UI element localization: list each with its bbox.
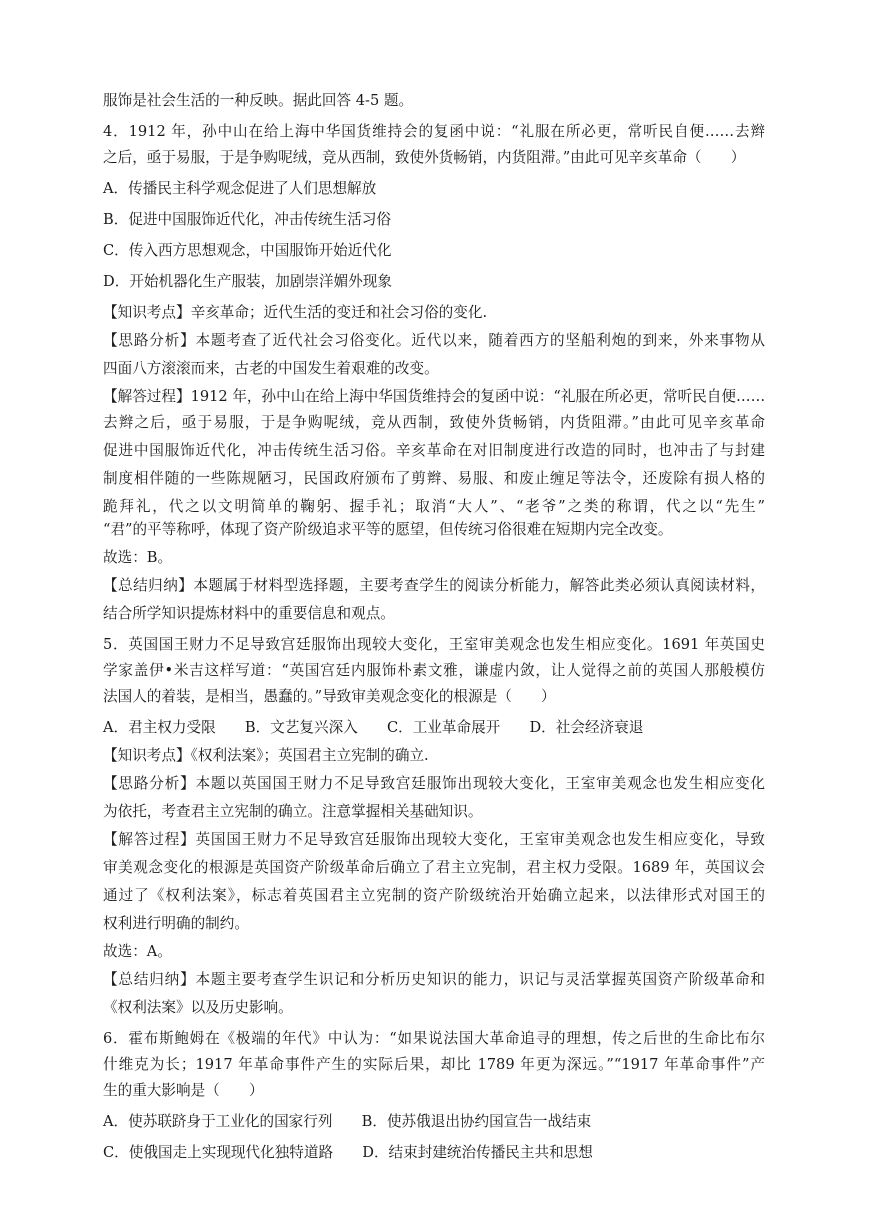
summary: 【总结归纳】本题主要考查学生识记和分析历史知识的能力，识记与灵活掌握英国资产阶级革命和 xyxy=(103,971,765,988)
question-4-option-d: D．开始机器化生产服装，加剧崇洋媚外现象 xyxy=(103,273,392,290)
solution: 去辫之后，亟于易服，于是争购呢绒，竞从西制，致使外货畅销，内货阻滞。”由此可见辛亥革命 xyxy=(103,414,765,431)
analysis: 四面八方滚滚而来，古老的中国发生着艰难的改变。 xyxy=(103,360,439,377)
question-4-stem: 4．1912 年，孙中山在给上海中华国货维持会的复函中说：“礼服在所必更，常听民自便……去辫 xyxy=(103,123,765,140)
question-5-stem: 5．英国国王财力不足导致宫廷服饰出现较大变化，王室审美观念也发生相应变化。1691 年英国史 xyxy=(103,636,765,653)
question-6-options-cd: C．使俄国走上实现现代化独特道路 D．结束封建统治传播民主共和思想 xyxy=(103,1144,593,1161)
summary: 【总结归纳】本题属于材料型选择题，主要考查学生的阅读分析能力，解答此类必须认真阅读材料， xyxy=(103,577,765,594)
analysis: 【思路分析】本题以英国国王财力不足导致宫廷服饰出现较大变化，王室审美观念也发生相应变化 xyxy=(103,775,765,792)
solution: 【解答过程】英国国王财力不足导致宫廷服饰出现较大变化，王室审美观念也发生相应变化，导致 xyxy=(103,831,765,848)
solution: 通过了《权利法案》，标志着英国君主立宪制的资产阶级统治开始确立起来，以法律形式对国王的 xyxy=(103,887,765,904)
question-4-option-a: A．传播民主科学观念促进了人们思想解放 xyxy=(103,180,377,197)
solution: 权利进行明确的制约。 xyxy=(103,915,249,932)
question-6-options-ab: A．使苏联跻身于工业化的国家行列 B．使苏俄退出协约国宣告一战结束 xyxy=(103,1113,592,1130)
solution: 跪拜礼，代之以文明简单的鞠躬、握手礼；取消“大人”、“老爷”之类的称谓，代之以“先生” xyxy=(103,498,765,515)
solution: 促进中国服饰近代化，冲击传统生活习俗。辛亥革命在对旧制度进行改造的同时，也冲击了与封建 xyxy=(103,442,765,459)
solution: 制度相伴随的一些陈规陋习，民国政府颁布了剪辫、易服、和废止缠足等法令，还废除有损人格的 xyxy=(103,470,765,487)
question-6-stem: 6．霍布斯鲍姆在《极端的年代》中认为：“如果说法国大革命追寻的理想，传之后世的生命比布尔 xyxy=(103,1030,765,1047)
question-6-stem: 生的重大影响是（ ） xyxy=(103,1082,264,1099)
question-4-option-b: B．促进中国服饰近代化，冲击传统生活习俗 xyxy=(103,211,392,228)
analysis: 【思路分析】本题考查了近代社会习俗变化。近代以来，随着西方的坚船利炮的到来，外来事物从 xyxy=(103,332,765,349)
question-4-stem: 之后，亟于易服，于是争购呢绒，竞从西制，致使外货畅销，内货阻滞。”由此可见辛亥革命（ ） xyxy=(103,149,746,166)
answer: 故选：A。 xyxy=(103,943,172,960)
knowledge-point: 【知识考点】《权利法案》；英国君主立宪制的确立. xyxy=(103,747,429,764)
question-5-options: A．君主权力受限 B．文艺复兴深入 C．工业革命展开 D．社会经济衰退 xyxy=(103,719,644,736)
solution: “君”的平等称呼，体现了资产阶级追求平等的愿望，但传统习俗很难在短期内完全改变。 xyxy=(103,521,673,538)
solution: 审美观念变化的根源是英国资产阶级革命后确立了君主立宪制，君主权力受限。1689 年，英国议会 xyxy=(103,859,765,876)
intro-line: 服饰是社会生活的一种反映。据此回答 4-5 题。 xyxy=(103,92,414,109)
question-6-stem: 什维克为长；1917 年革命事件产生的实际后果，却比 1789 年更为深远。”“1917 年革命事件”产 xyxy=(103,1056,765,1073)
knowledge-point: 【知识考点】辛亥革命；近代生活的变迁和社会习俗的变化. xyxy=(103,304,488,321)
document-page xyxy=(103,91,765,1163)
solution: 【解答过程】1912 年，孙中山在给上海中华国货维持会的复函中说：“礼服在所必更，常听民自便…… xyxy=(103,388,766,405)
question-4-option-c: C．传入西方思想观念，中国服饰开始近代化 xyxy=(103,242,392,259)
answer: 故选：B。 xyxy=(103,549,173,566)
analysis: 为依托，考查君主立宪制的确立。注意掌握相关基础知识。 xyxy=(103,803,483,820)
summary: 《权利法案》以及历史影响。 xyxy=(103,999,293,1016)
question-5-stem: 法国人的着装，是相当，愚蠢的。”导致审美观念变化的根源是（ ） xyxy=(103,688,556,705)
question-5-stem: 学家盖伊•米吉这样写道：“英国宫廷内服饰朴素文雅，谦虚内敛，让人觉得之前的英国人那般模仿 xyxy=(103,662,765,679)
summary: 结合所学知识提炼材料中的重要信息和观点。 xyxy=(103,605,395,622)
